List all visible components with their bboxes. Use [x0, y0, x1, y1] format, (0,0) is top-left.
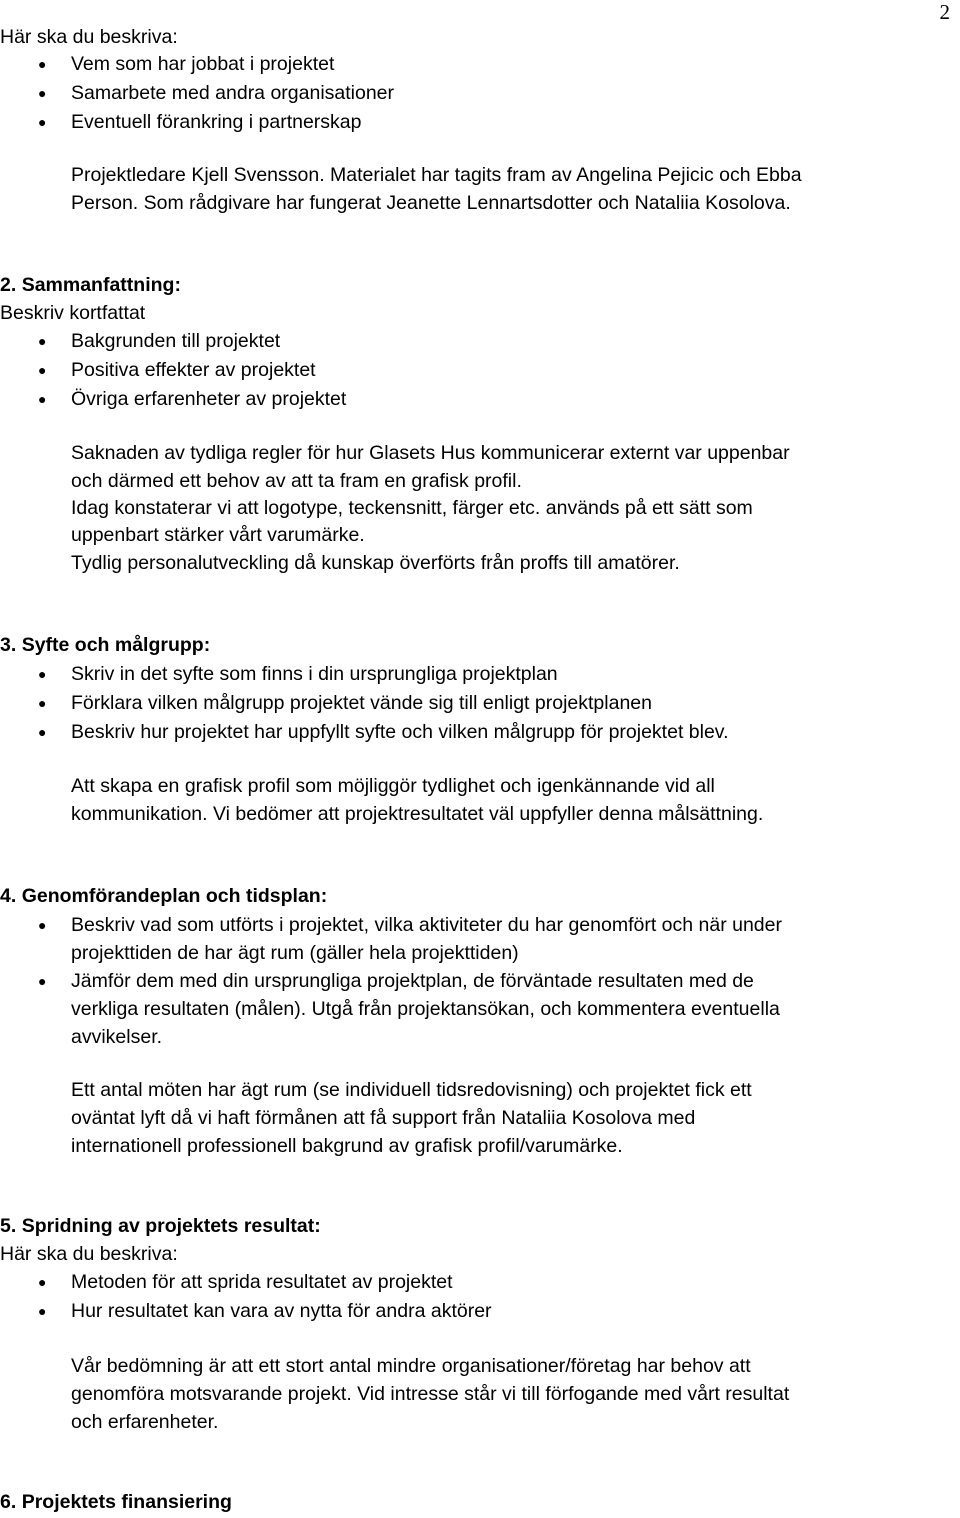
section-intro: Här ska du beskriva: [0, 1243, 178, 1265]
section-heading [0, 883, 327, 911]
answer-line: Projektledare Kjell Svensson. Materialet har tagits fram av Angelina Pejicic och Ebba [71, 164, 802, 186]
answer-line: internationell professionell bakgrund av grafisk profil/varumärke. [71, 1135, 623, 1157]
section-title: Spridning av projektets resultat: [21, 1215, 321, 1237]
section-intro: Beskriv kortfattat [0, 302, 146, 324]
answer-line: uppenbart stärker vårt varumärke. [71, 524, 365, 546]
list-item: Metoden för att sprida resultatet av projektet [71, 1271, 453, 1293]
list-item: Vem som har jobbat i projektet [71, 53, 335, 75]
list-item: Beskriv vad som utförts i projektet, vilka aktiviteter du har genomfört och när under [71, 914, 782, 936]
section-number: 4. [0, 885, 17, 907]
section-intro: Här ska du beskriva: [0, 26, 178, 48]
answer-line: oväntat lyft då vi haft förmånen att få support från Nataliia Kosolova med [71, 1107, 696, 1129]
bullet-icon: ● [38, 56, 47, 72]
list-item: Jämför dem med din ursprungliga projektplan, de förväntade resultaten med de [71, 970, 754, 992]
section-number: 5. [0, 1215, 17, 1237]
list-item: Bakgrunden till projektet [71, 330, 281, 352]
page-number: 2 [939, 0, 950, 24]
section-heading [0, 272, 181, 300]
list-item: Positiva effekter av projektet [71, 359, 316, 381]
section-heading [0, 1489, 232, 1517]
answer-line: och därmed ett behov av att ta fram en grafisk profil. [71, 470, 522, 492]
answer-line: Ett antal möten har ägt rum (se individuell tidsredovisning) och projektet fick ett [71, 1079, 752, 1101]
answer-line: Tydlig personalutveckling då kunskap överförts från proffs till amatörer. [71, 552, 680, 574]
bullet-icon: ● [38, 333, 47, 349]
section-heading [0, 632, 210, 660]
list-item: Förklara vilken målgrupp projektet vände sig till enligt projektplanen [71, 692, 652, 714]
list-item-continued: projekttiden de har ägt rum (gäller hela projekttiden) [71, 942, 519, 964]
answer-line: Saknaden av tydliga regler för hur Glasets Hus kommunicerar externt var uppenbar [71, 442, 790, 464]
section-number: 3. [0, 634, 17, 656]
section-title: Sammanfattning: [21, 274, 181, 296]
list-item: Övriga erfarenheter av projektet [71, 388, 347, 410]
section-number: 6. [0, 1491, 17, 1513]
answer-line: Att skapa en grafisk profil som möjliggör tydlighet och igenkännande vid all [71, 775, 715, 797]
answer-line: genomföra motsvarande projekt. Vid intresse står vi till förfogande med vårt resultat [71, 1383, 790, 1405]
list-item: Skriv in det syfte som finns i din ursprungliga projektplan [71, 663, 558, 685]
answer-line: Idag konstaterar vi att logotype, teckensnitt, färger etc. används på ett sätt som [71, 497, 753, 519]
section-heading [0, 1213, 321, 1241]
list-item-continued: avvikelser. [71, 1026, 163, 1048]
bullet-icon: ● [38, 85, 47, 101]
section-title: Projektets finansiering [21, 1491, 232, 1513]
bullet-icon: ● [38, 695, 47, 711]
bullet-icon: ● [38, 1274, 47, 1290]
bullet-icon: ● [38, 114, 47, 130]
bullet-icon: ● [38, 362, 47, 378]
section-title: Syfte och målgrupp: [21, 634, 211, 656]
bullet-icon: ● [38, 973, 47, 989]
section-number: 2. [0, 274, 17, 296]
bullet-icon: ● [38, 666, 47, 682]
answer-line: Vår bedömning är att ett stort antal mindre organisationer/företag har behov att [71, 1355, 751, 1377]
bullet-icon: ● [38, 1303, 47, 1319]
bullet-icon: ● [38, 917, 47, 933]
list-item: Hur resultatet kan vara av nytta för andra aktörer [71, 1300, 492, 1322]
bullet-icon: ● [38, 724, 47, 740]
bullet-icon: ● [38, 391, 47, 407]
list-item-continued: verkliga resultaten (målen). Utgå från projektansökan, och kommentera eventuella [71, 998, 780, 1020]
section-title: Genomförandeplan och tidsplan: [21, 885, 328, 907]
answer-line: och erfarenheter. [71, 1411, 219, 1433]
answer-line: kommunikation. Vi bedömer att projektresultatet väl uppfyller denna målsättning. [71, 803, 764, 825]
list-item: Eventuell förankring i partnerskap [71, 111, 362, 133]
answer-line: Person. Som rådgivare har fungerat Jeanette Lennartsdotter och Nataliia Kosolova. [71, 192, 791, 214]
list-item: Samarbete med andra organisationer [71, 82, 395, 104]
list-item: Beskriv hur projektet har uppfyllt syfte och vilken målgrupp för projektet blev. [71, 721, 729, 743]
